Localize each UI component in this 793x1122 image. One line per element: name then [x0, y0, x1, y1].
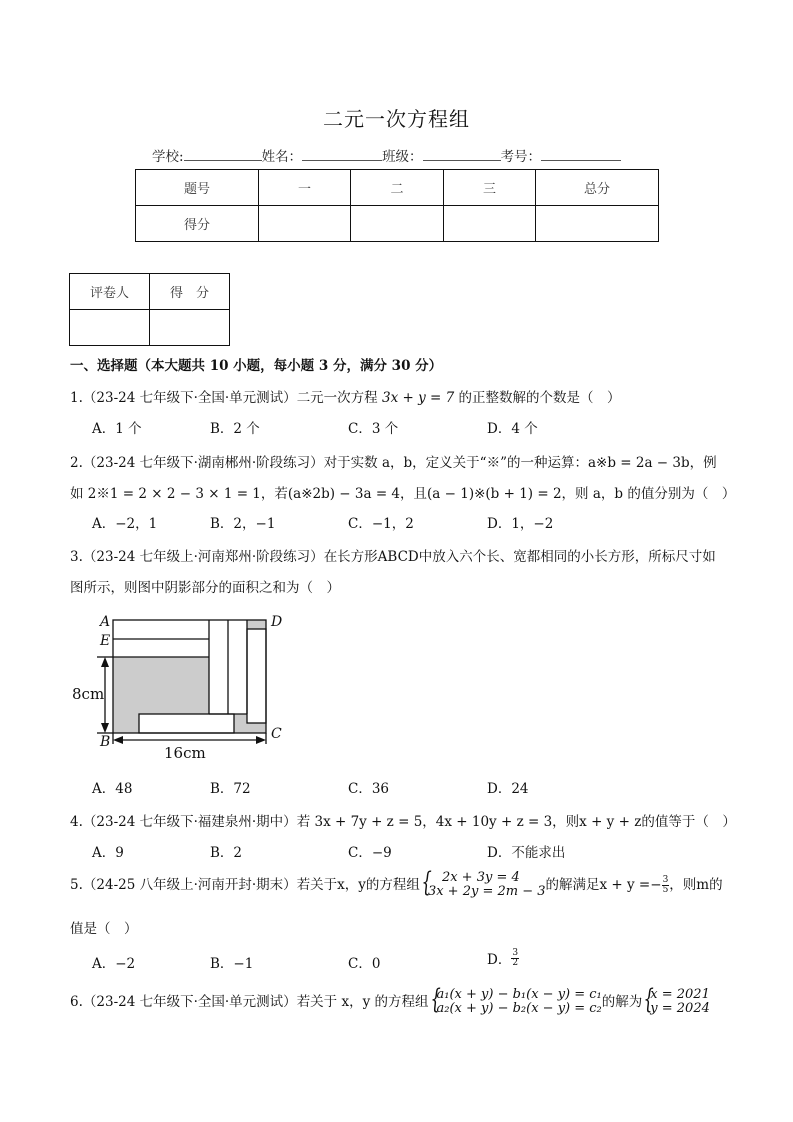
question-number: 6.: [70, 994, 83, 1010]
exam-number-blank: [541, 148, 621, 161]
question-number: 4.: [70, 814, 83, 830]
score-header-total: 总分: [536, 170, 659, 206]
option-b[interactable]: B．72: [210, 781, 251, 797]
equation-1: { a₁(x + y) − b₁(x − y) = c₁: [436, 987, 602, 1002]
solution-x: { x = 2021: [650, 987, 710, 1002]
score-cell-total[interactable]: [536, 206, 659, 242]
option-a[interactable]: A．48: [92, 781, 133, 797]
option-c[interactable]: C．0: [348, 956, 381, 972]
section-title: 一、选择题（本大题共 10 小题，每小题 3 分，满分 30 分）: [70, 358, 443, 374]
question-source: （24-25 八年级上·河南开封·期末）: [82, 877, 297, 893]
grader-score-header: 得 分: [149, 274, 229, 310]
score-header-3: 三: [444, 170, 536, 206]
option-a[interactable]: A．−2: [92, 956, 136, 972]
grader-table: [69, 273, 230, 346]
question-3: [70, 545, 716, 565]
question-number: 3.: [70, 549, 83, 565]
fraction: $\frac{3}{2}$: [512, 947, 519, 968]
score-header-2: 二: [351, 170, 444, 206]
question-text: 对于实数 a，b，定义关于“※”的一种运算：a※b = 2a − 3b，例: [323, 455, 717, 471]
option-d[interactable]: D．4 个: [487, 421, 538, 437]
width-label: 16cm: [164, 744, 206, 762]
question-number: 5.: [70, 877, 83, 893]
grader-cell[interactable]: [70, 310, 150, 346]
option-d[interactable]: D．24: [487, 781, 529, 797]
class-blank: [423, 148, 501, 161]
fraction: $\frac{3}{5}$: [662, 874, 669, 895]
question-3-line-2: 图所示，则图中阴影部分的面积之和为（ ）: [70, 580, 340, 596]
rectangle-abcd-figure: [70, 608, 300, 768]
question-2-line-2: 如 2※1 = 2 × 2 − 3 × 1 = 1，若(a※2b) − 3a = 4，且(a − 1)※(b + 1) = 2，则 a，b 的值分别为（ ）: [70, 486, 736, 502]
solution-y: y = 2024: [650, 1001, 710, 1016]
question-text: ，则m的: [669, 877, 723, 893]
option-b[interactable]: B．2，−1: [210, 516, 276, 532]
question-math: 3x + y = 7: [381, 390, 455, 406]
option-d[interactable]: [487, 948, 519, 968]
equation-system: [420, 871, 546, 899]
question-text: 的正整数解的个数是（ ）: [454, 390, 621, 406]
option-c[interactable]: C．36: [348, 781, 390, 797]
grader-header: 评卷人: [70, 274, 150, 310]
question-text: 的解为: [601, 994, 643, 1010]
question-text: 若关于 x，y 的方程组: [296, 994, 429, 1010]
question-number: 2.: [70, 455, 83, 471]
score-cell-2[interactable]: [351, 206, 444, 242]
question-5-line-2: 值是（ ）: [70, 921, 138, 937]
question-source: （23-24 七年级下·福建泉州·期中）: [82, 814, 297, 830]
question-text: 若 3x + 7y + z = 5，4x + 10y + z = 3，则x + y + z的值等于（ ）: [296, 814, 736, 830]
school-blank: [184, 148, 262, 161]
equation-system: [429, 988, 602, 1016]
option-d-label: D．: [487, 952, 512, 968]
option-d[interactable]: D．1，−2: [487, 516, 554, 532]
question-text: 在长方形ABCD中放入六个长、宽都相同的小长方形，所标尺寸如: [323, 549, 716, 565]
score-cell-1[interactable]: [259, 206, 351, 242]
solution-system: [642, 988, 710, 1016]
school-label: 学校:: [152, 149, 184, 165]
label-e: E: [100, 633, 111, 649]
label-b: B: [100, 734, 111, 750]
score-table: [135, 169, 659, 242]
option-c[interactable]: C．−1，2: [348, 516, 414, 532]
label-a: A: [100, 614, 111, 630]
option-b[interactable]: B．2 个: [210, 421, 260, 437]
question-number: 1.: [70, 390, 83, 406]
grader-score-cell[interactable]: [149, 310, 229, 346]
option-a[interactable]: A．9: [92, 845, 124, 861]
question-text: 若关于x，y的方程组: [296, 877, 420, 893]
question-4: [70, 810, 736, 830]
exam-number-label: 考号：: [500, 149, 542, 165]
score-header-1: 一: [259, 170, 351, 206]
question-6: [70, 988, 710, 1016]
question-5: [70, 871, 723, 899]
option-b[interactable]: B．−1: [210, 956, 254, 972]
equation-1: { 2x + 3y = 4: [441, 870, 520, 885]
question-source: （23-24 七年级下·全国·单元测试）: [82, 994, 297, 1010]
label-c: C: [271, 726, 282, 742]
student-info-line: [152, 145, 621, 165]
name-blank: [302, 148, 382, 161]
question-source: （23-24 七年级下·湖南郴州·阶段练习）: [82, 455, 324, 471]
question-2: [70, 451, 717, 471]
score-header-question-no: 题号: [136, 170, 259, 206]
question-source: （23-24 七年级上·河南郑州·阶段练习）: [82, 549, 324, 565]
page-title: 二元一次方程组: [323, 107, 470, 131]
shaded-regions: [113, 620, 266, 733]
height-label: 8cm: [72, 685, 105, 703]
score-cell-3[interactable]: [444, 206, 536, 242]
option-c[interactable]: C．−9: [348, 845, 392, 861]
equation-2: a₂(x + y) − b₂(x − y) = c₂: [436, 1001, 602, 1016]
option-a[interactable]: A．1 个: [92, 421, 142, 437]
equation-2: 3x + 2y = 2m − 3: [427, 884, 546, 899]
question-text: 的解满足x + y =−: [545, 877, 662, 893]
name-label: 姓名：: [261, 149, 303, 165]
option-c[interactable]: C．3 个: [348, 421, 399, 437]
question-source: （23-24 七年级下·全国·单元测试）: [82, 390, 297, 406]
option-b[interactable]: B．2: [210, 845, 243, 861]
option-d[interactable]: D．不能求出: [487, 845, 566, 861]
label-d: D: [271, 614, 283, 630]
question-text: 二元一次方程: [296, 390, 382, 406]
score-row-label: 得分: [136, 206, 259, 242]
option-a[interactable]: A．−2，1: [92, 516, 158, 532]
class-label: 班级：: [382, 149, 423, 165]
question-1: [70, 386, 621, 406]
